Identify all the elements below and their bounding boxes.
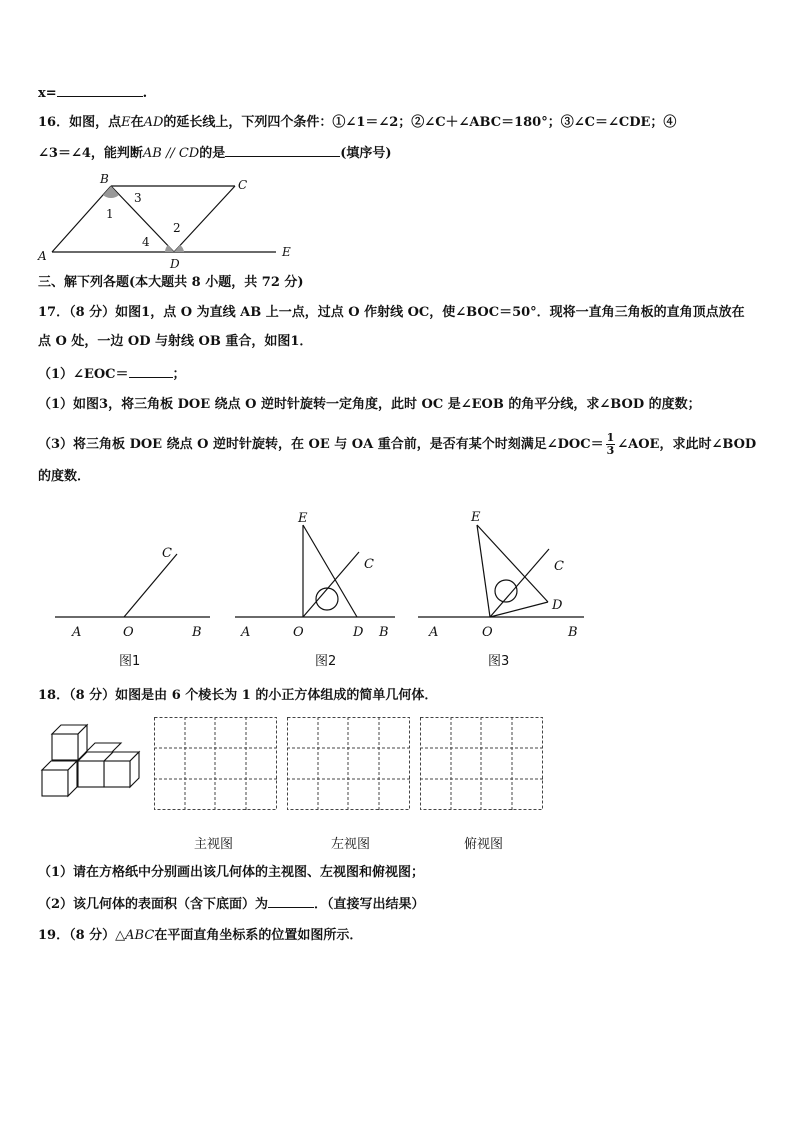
label-E: E: [282, 245, 291, 259]
label-B: B: [568, 625, 578, 640]
q17-part2: （1）如图3，将三角板 DOE 绕点 O 逆时针旋转一定角度，此时 OC 是∠EOB 的角平分线，求∠BOD 的度数；: [38, 397, 701, 412]
q18-line1: 18．（8 分）如图是由 6 个棱长为 1 的小正方体组成的简单几何体．: [38, 688, 438, 703]
label-B: B: [100, 172, 109, 186]
figure-2-caption: 图2: [315, 654, 337, 669]
label-C: C: [162, 546, 172, 561]
q18-part1: （1）请在方格纸中分别画出该几何体的主视图、左视图和俯视图；: [38, 865, 425, 880]
label-A: A: [429, 625, 439, 640]
top-view-caption: 俯视图: [464, 837, 504, 852]
label-A: A: [38, 249, 47, 263]
label-D: D: [552, 598, 563, 613]
figure-1-caption: 图1: [119, 654, 141, 669]
q17-figure-1: [55, 540, 215, 640]
label-E: E: [298, 511, 308, 526]
label-O: O: [482, 625, 493, 640]
label-C: C: [554, 559, 564, 574]
label-C: C: [238, 178, 248, 192]
angle-3-label: 3: [134, 191, 142, 205]
label-E: E: [471, 510, 481, 525]
answer-blank[interactable]: [268, 895, 314, 908]
section-heading: 三、解下列各题(本大题共 8 小题，共 72 分): [38, 275, 304, 290]
q18-part2: （2）该几何体的表面积（含下底面）为 ．（直接写出结果）: [38, 897, 425, 912]
q17-part3: （3）将三角板 DOE 绕点 O 逆时针旋转，在 OE 与 OA 重合前，是否有某个时刻满足∠DOC＝ $\frac{1}{3}$ ∠AOE，求此时∠BOD: [38, 431, 757, 457]
figure-3-caption: 图3: [488, 654, 510, 669]
label-O: O: [123, 625, 134, 640]
q17-figure-3: [418, 505, 588, 640]
fraction-one-third: $\frac{1}{3}$: [606, 431, 615, 457]
grid-front-view: [154, 717, 278, 811]
label-D: D: [170, 257, 180, 271]
front-view-caption: 主视图: [194, 837, 234, 852]
q17-line1: 17．（8 分）如图1，点 O 为直线 AB 上一点，过点 O 作射线 OC，使∠BOC＝50°．现将一直角三角板的直角顶点放在: [38, 305, 745, 320]
q16-line2: ∠3＝∠4，能判断AB // CD的是 (填序号): [38, 146, 392, 161]
answer-blank[interactable]: [225, 144, 340, 157]
answer-blank[interactable]: [129, 365, 173, 378]
grid-left-view: [287, 717, 411, 811]
cube-solid-figure: [38, 718, 148, 796]
q17-part1: （1）∠EOC＝ ；: [38, 367, 186, 382]
label-C: C: [364, 557, 374, 572]
q15-answer-line: x= .: [38, 86, 148, 101]
answer-blank[interactable]: [57, 84, 143, 97]
label-O: O: [293, 625, 304, 640]
angle-4-label: 4: [142, 235, 150, 249]
label-B: B: [379, 625, 389, 640]
q17-line2: 点 O 处，一边 OD 与射线 OB 重合，如图1．: [38, 334, 313, 349]
q16-line1: 16．如图，点E在AD的延长线上，下列四个条件：①∠1＝∠2；②∠C＋∠ABC＝180°；③∠C＝∠CDE；④: [38, 115, 677, 130]
grid-top-view: [420, 717, 544, 811]
q17-part3-cont: 的度数．: [38, 469, 91, 484]
label-B: B: [192, 625, 202, 640]
label-A: A: [72, 625, 82, 640]
q17-figure-2: [235, 508, 405, 643]
angle-2-label: 2: [173, 221, 181, 235]
label-A: A: [241, 625, 251, 640]
label-D: D: [353, 625, 364, 640]
angle-1-label: 1: [106, 207, 114, 221]
q16-parallelogram-figure: [38, 172, 298, 272]
q19-line1: 19．（8 分）△ABC在平面直角坐标系的位置如图所示．: [38, 928, 363, 943]
left-view-caption: 左视图: [331, 837, 371, 852]
